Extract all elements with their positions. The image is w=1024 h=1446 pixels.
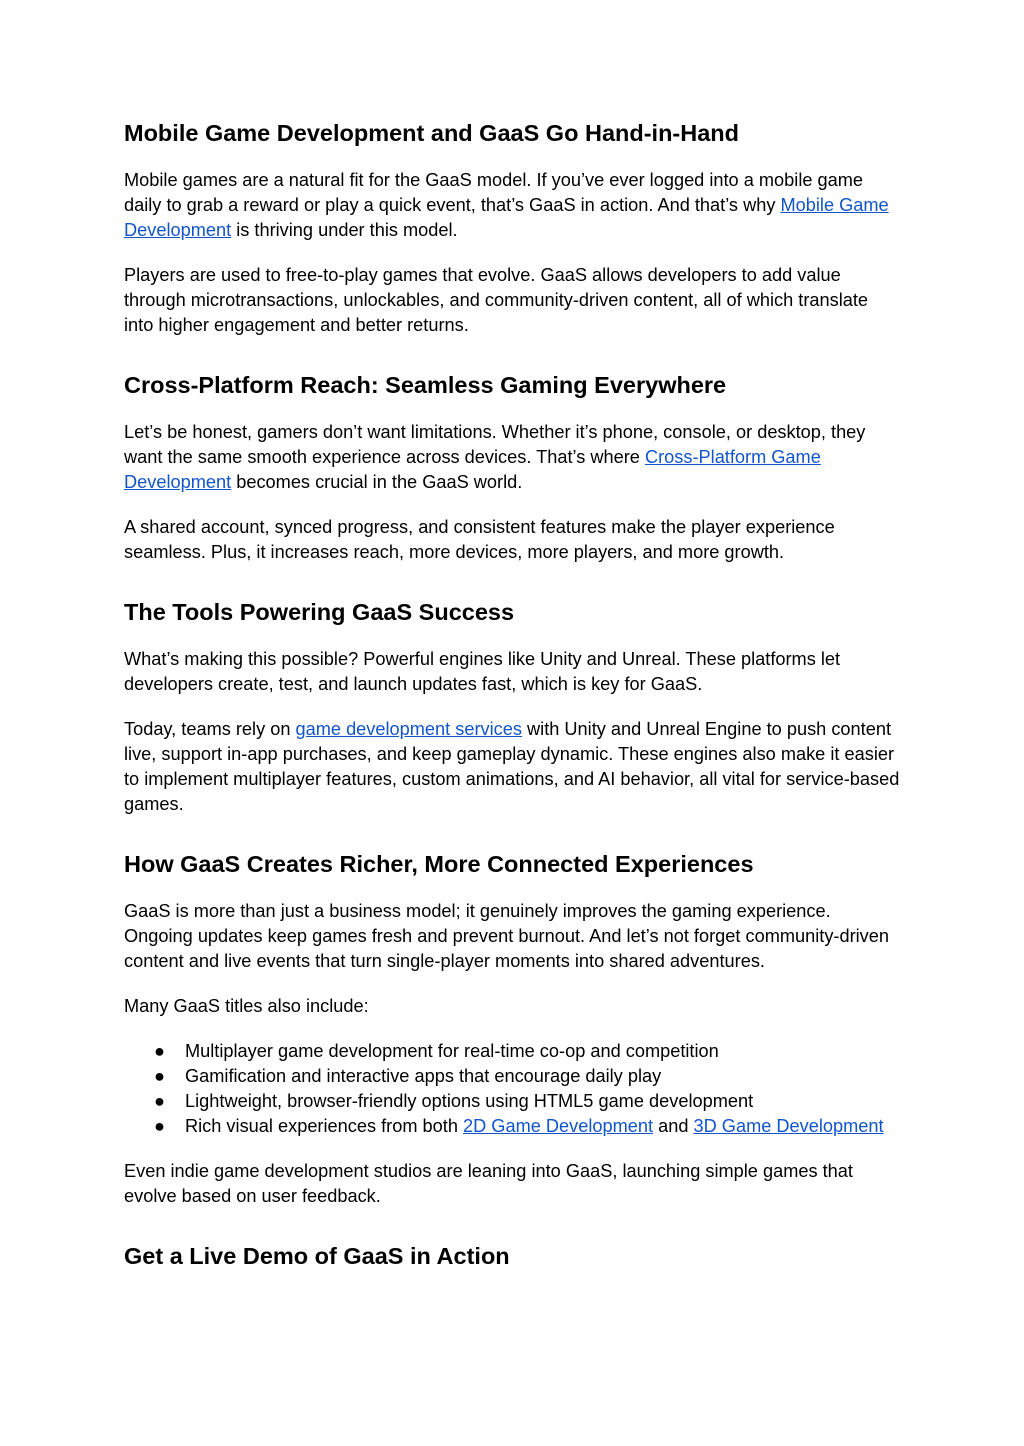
paragraph-experiences-1: GaaS is more than just a business model; it genuinely improves the gaming experience. Ongoing updates keep games fresh and prevent burnout. And let’s not forget community-driven content and live events that turn single-player moments into shared adventures. (124, 901, 890, 971)
link-game-development-services[interactable]: game development services (295, 719, 522, 739)
paragraph-text: Mobile games are a natural fit for the GaaS model. If you’ve ever logged into a mobile game daily to grab a reward or play a quick event, that’s GaaS in action. And that’s why (124, 170, 864, 215)
list-item (124, 1039, 900, 1064)
section-mobile (124, 118, 900, 338)
paragraph-cross-platform-2: A shared account, synced progress, and consistent features make the player experience seamless. Plus, it increases reach, more devices, more players, and more growth. (124, 517, 835, 562)
bullet-icon: ● (154, 1066, 165, 1086)
heading-mobile: Mobile Game Development and GaaS Go Hand-in-Hand (124, 120, 740, 146)
section-tools (124, 597, 900, 817)
heading-live-demo: Get a Live Demo of GaaS in Action (124, 1243, 510, 1269)
list-item-text: Lightweight, browser-friendly options using HTML5 game development (185, 1091, 754, 1111)
list-item-text: Multiplayer game development for real-time co-op and competition (185, 1041, 719, 1061)
paragraph-text: Let’s be honest, gamers don’t want limitations. Whether it’s phone, console, or desktop, they want the same smooth experience across devices. That’s where (124, 422, 866, 467)
paragraph-experiences-2: Many GaaS titles also include: (124, 996, 369, 1016)
paragraph-mobile-1 (124, 168, 900, 243)
list-item (124, 1089, 900, 1114)
list-item-text: Rich visual experiences from both (185, 1116, 463, 1136)
document-page (124, 118, 900, 1303)
link-cross-platform-game-development[interactable]: Cross-Platform Game Development (124, 447, 821, 492)
list-item-text: Gamification and interactive apps that encourage daily play (185, 1066, 662, 1086)
link-mobile-game-development[interactable]: Mobile Game Development (124, 195, 889, 240)
link-3d-game-development[interactable]: 3D Game Development (693, 1116, 884, 1136)
paragraph-text: becomes crucial in the GaaS world. (231, 472, 523, 492)
link-2d-game-development[interactable]: 2D Game Development (463, 1116, 654, 1136)
feature-list (124, 1039, 900, 1139)
paragraph-tools-2 (124, 717, 900, 817)
paragraph-text: Today, teams rely on (124, 719, 296, 739)
paragraph-text: is thriving under this model. (231, 220, 458, 240)
bullet-icon: ● (154, 1091, 165, 1111)
paragraph-text: with Unity and Unreal Engine to push content live, support in-app purchases, and keep gameplay dynamic. These engines also make it easier to implement multiplayer features, custom animations, and AI behavior, all vital for service-based games. (124, 719, 900, 814)
paragraph-experiences-3: Even indie game development studios are leaning into GaaS, launching simple games that evolve based on user feedback. (124, 1161, 853, 1206)
section-cross-platform (124, 370, 900, 565)
section-live-demo (124, 1241, 900, 1271)
heading-experiences: How GaaS Creates Richer, More Connected Experiences (124, 851, 754, 877)
section-experiences (124, 849, 900, 1209)
bullet-icon: ● (154, 1041, 165, 1061)
paragraph-cross-platform-1 (124, 420, 900, 495)
bullet-icon: ● (154, 1116, 165, 1136)
list-item-text: and (653, 1116, 694, 1136)
list-item (124, 1064, 900, 1089)
list-item (124, 1114, 900, 1139)
paragraph-tools-1: What’s making this possible? Powerful engines like Unity and Unreal. These platforms let developers create, test, and launch updates fast, which is key for GaaS. (124, 649, 841, 694)
paragraph-mobile-2: Players are used to free-to-play games that evolve. GaaS allows developers to add value through microtransactions, unlockables, and community-driven content, all of which translate into higher engagement and better returns. (124, 265, 869, 335)
heading-cross-platform: Cross-Platform Reach: Seamless Gaming Everywhere (124, 372, 727, 398)
heading-tools: The Tools Powering GaaS Success (124, 599, 515, 625)
